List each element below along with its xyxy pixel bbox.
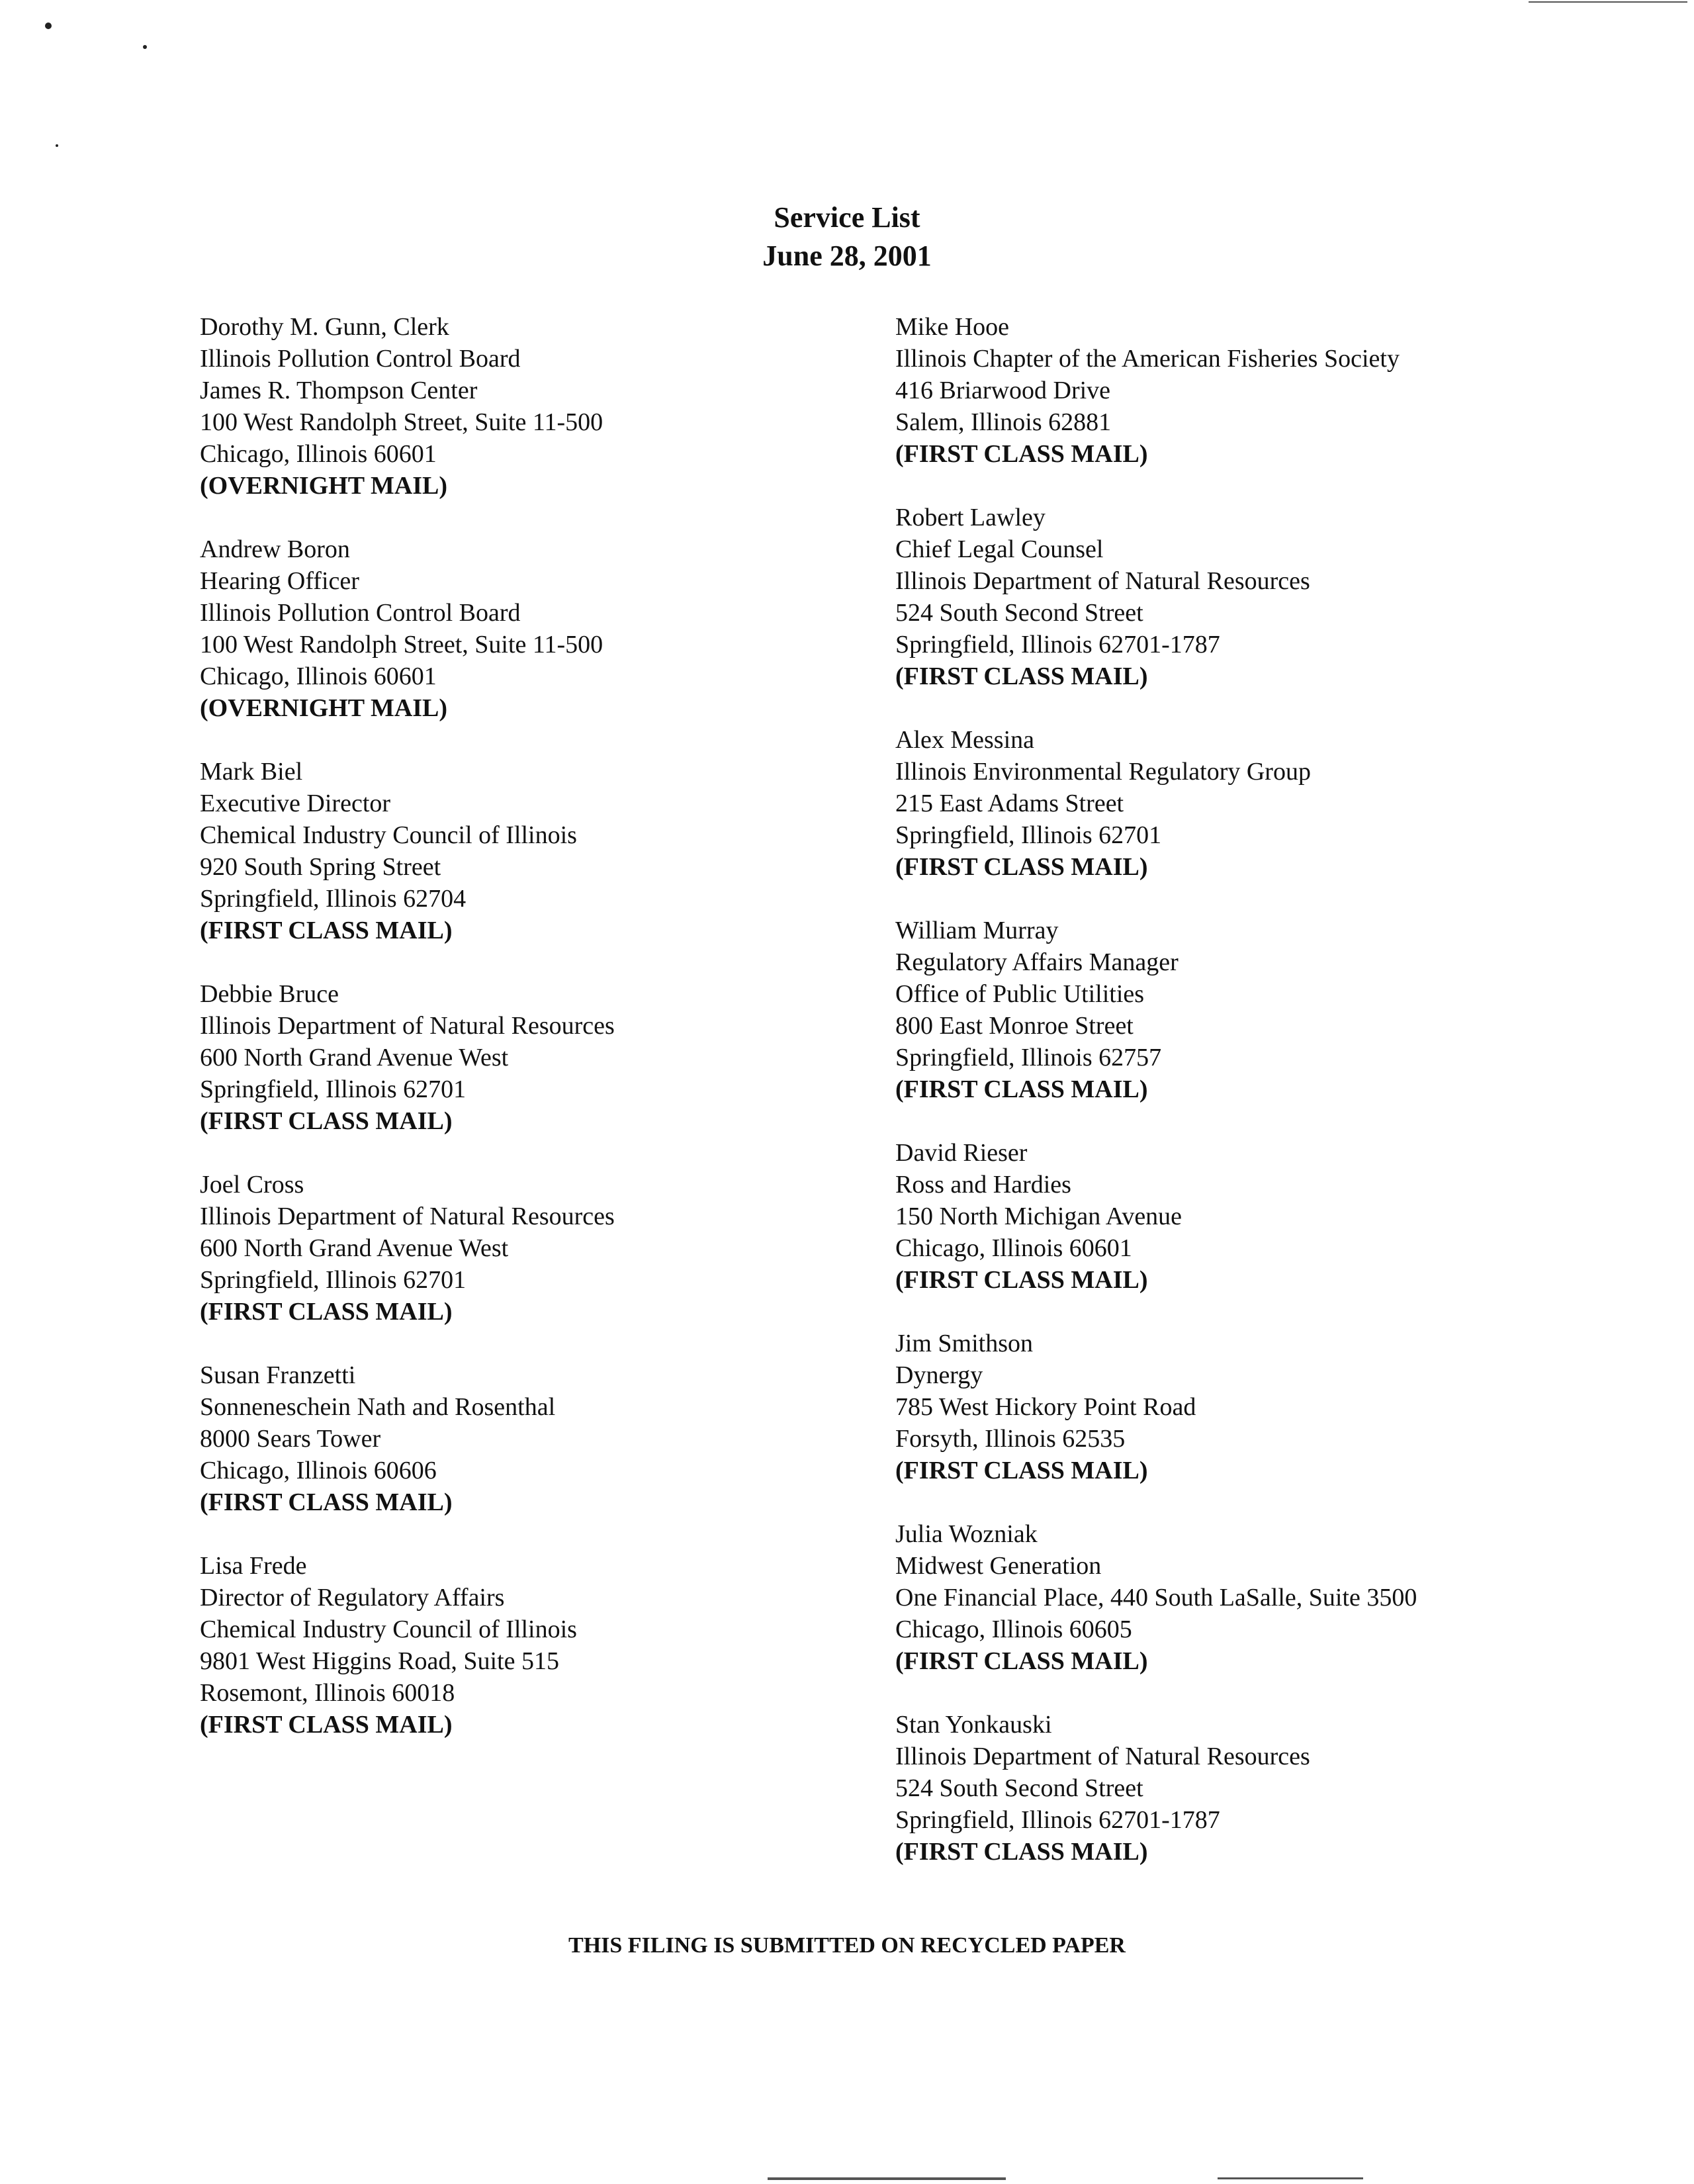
recipient-name: Mike Hooe <box>895 313 1010 341</box>
recipient-name: Mark Biel <box>200 758 303 786</box>
recipient-entry <box>895 1709 1656 1868</box>
recipient-address-line: 215 East Adams Street <box>895 790 1124 817</box>
delivery-method: (FIRST CLASS MAIL) <box>895 1838 1148 1866</box>
delivery-method: (FIRST CLASS MAIL) <box>200 917 453 944</box>
recipient-address-line: Springfield, Illinois 62757 <box>895 1044 1162 1071</box>
recipient-entry <box>895 1137 1656 1296</box>
recipient-address-line: Ross and Hardies <box>895 1171 1071 1199</box>
recipient-address-line: One Financial Place, 440 South LaSalle, Suite 3500 <box>895 1584 1417 1612</box>
recipient-address-line: Rosemont, Illinois 60018 <box>200 1679 455 1707</box>
scan-edge-line <box>768 2177 1006 2180</box>
recipient-address-line: Springfield, Illinois 62701-1787 <box>895 631 1220 659</box>
recipient-address-line: Chicago, Illinois 60601 <box>895 1234 1132 1262</box>
recipient-address-line: Springfield, Illinois 62701 <box>200 1266 467 1294</box>
recipient-address-line: 600 North Grand Avenue West <box>200 1044 509 1071</box>
recipient-address-line: Salem, Illinois 62881 <box>895 408 1112 436</box>
recipient-entry <box>895 502 1656 692</box>
recipient-address-line: Director of Regulatory Affairs <box>200 1584 505 1612</box>
recipient-address-line: 524 South Second Street <box>895 1774 1143 1802</box>
delivery-method: (OVERNIGHT MAIL) <box>200 694 448 722</box>
document-date: June 28, 2001 <box>762 240 932 272</box>
delivery-method: (FIRST CLASS MAIL) <box>895 1457 1148 1484</box>
delivery-method: (FIRST CLASS MAIL) <box>200 1488 453 1516</box>
delivery-method: (FIRST CLASS MAIL) <box>895 1075 1148 1103</box>
recipient-entry <box>200 1169 862 1328</box>
scan-edge-line <box>1529 1 1687 3</box>
recipient-address-line: 416 Briarwood Drive <box>895 377 1111 404</box>
recipient-address-line: 100 West Randolph Street, Suite 11-500 <box>200 631 603 659</box>
recipient-address-line: Office of Public Utilities <box>895 980 1145 1008</box>
recipient-entry <box>895 311 1656 470</box>
scan-speck <box>45 23 52 29</box>
recipient-address-line: Illinois Pollution Control Board <box>200 345 521 373</box>
recipient-name: Susan Franzetti <box>200 1361 356 1389</box>
recipient-address-line: Illinois Environmental Regulatory Group <box>895 758 1311 786</box>
recipient-address-line: Executive Director <box>200 790 391 817</box>
recipient-address-line: Springfield, Illinois 62701 <box>200 1075 467 1103</box>
recipient-address-line: Illinois Chapter of the American Fisheries Society <box>895 345 1400 373</box>
recipient-name: Stan Yonkauski <box>895 1711 1052 1739</box>
recipient-name: Joel Cross <box>200 1171 304 1199</box>
recipient-name: Dorothy M. Gunn, Clerk <box>200 313 449 341</box>
recipient-entry <box>895 1518 1656 1677</box>
recipient-address-line: Illinois Department of Natural Resources <box>200 1203 615 1230</box>
page-title: Service List <box>774 201 920 234</box>
recipient-entry <box>895 1328 1656 1486</box>
recipient-address-line: Illinois Pollution Control Board <box>200 599 521 627</box>
recipient-name: Lisa Frede <box>200 1552 307 1580</box>
recipient-entry <box>895 915 1656 1105</box>
recipient-name: Alex Messina <box>895 726 1035 754</box>
recipient-address-line: Springfield, Illinois 62704 <box>200 885 467 913</box>
recycled-paper-notice: THIS FILING IS SUBMITTED ON RECYCLED PAPER <box>568 1933 1126 1958</box>
recipient-address-line: Sonneneschein Nath and Rosenthal <box>200 1393 556 1421</box>
recipient-address-line: Illinois Department of Natural Resources <box>200 1012 615 1040</box>
recipient-address-line: 600 North Grand Avenue West <box>200 1234 509 1262</box>
delivery-method: (FIRST CLASS MAIL) <box>895 662 1148 690</box>
recipient-address-line: Chemical Industry Council of Illinois <box>200 821 577 849</box>
recipient-address-line: Illinois Department of Natural Resources <box>895 567 1310 595</box>
recipient-name: Julia Wozniak <box>895 1520 1038 1548</box>
delivery-method: (FIRST CLASS MAIL) <box>200 1298 453 1326</box>
service-list-left-column <box>200 311 862 1772</box>
document-header <box>0 199 1694 275</box>
recipient-address-line: 785 West Hickory Point Road <box>895 1393 1196 1421</box>
recipient-address-line: Chicago, Illinois 60601 <box>200 440 437 468</box>
recipient-entry <box>200 756 862 946</box>
recipient-address-line: Springfield, Illinois 62701 <box>895 821 1162 849</box>
scan-speck <box>143 45 147 49</box>
recipient-address-line: 150 North Michigan Avenue <box>895 1203 1182 1230</box>
recipient-address-line: Midwest Generation <box>895 1552 1102 1580</box>
recipient-address-line: Chemical Industry Council of Illinois <box>200 1615 577 1643</box>
recipient-address-line: 524 South Second Street <box>895 599 1143 627</box>
delivery-method: (FIRST CLASS MAIL) <box>200 1107 453 1135</box>
delivery-method: (FIRST CLASS MAIL) <box>200 1711 453 1739</box>
recipient-address-line: 100 West Randolph Street, Suite 11-500 <box>200 408 603 436</box>
recipient-name: Andrew Boron <box>200 535 350 563</box>
recipient-address-line: Forsyth, Illinois 62535 <box>895 1425 1126 1453</box>
scan-edge-line <box>1218 2177 1363 2179</box>
recipient-address-line: 920 South Spring Street <box>200 853 441 881</box>
recipient-entry <box>200 978 862 1137</box>
recipient-address-line: Chief Legal Counsel <box>895 535 1104 563</box>
recipient-entry <box>200 533 862 724</box>
delivery-method: (FIRST CLASS MAIL) <box>895 440 1148 468</box>
delivery-method: (FIRST CLASS MAIL) <box>895 853 1148 881</box>
recipient-name: Jim Smithson <box>895 1330 1033 1357</box>
service-list-right-column <box>895 311 1656 1899</box>
recipient-address-line: Regulatory Affairs Manager <box>895 948 1179 976</box>
scan-speck <box>56 144 58 147</box>
recipient-entry <box>200 1359 862 1518</box>
delivery-method: (OVERNIGHT MAIL) <box>200 472 448 500</box>
recipient-name: David Rieser <box>895 1139 1028 1167</box>
recipient-entry <box>200 311 862 502</box>
delivery-method: (FIRST CLASS MAIL) <box>895 1647 1148 1675</box>
recipient-entry <box>200 1550 862 1741</box>
recipient-name: Debbie Bruce <box>200 980 339 1008</box>
recipient-address-line: James R. Thompson Center <box>200 377 478 404</box>
recipient-address-line: Chicago, Illinois 60605 <box>895 1615 1132 1643</box>
recipient-address-line: Springfield, Illinois 62701-1787 <box>895 1806 1220 1834</box>
recipient-address-line: Chicago, Illinois 60601 <box>200 662 437 690</box>
delivery-method: (FIRST CLASS MAIL) <box>895 1266 1148 1294</box>
recipient-name: Robert Lawley <box>895 504 1046 531</box>
recipient-address-line: Illinois Department of Natural Resources <box>895 1743 1310 1770</box>
recipient-address-line: 800 East Monroe Street <box>895 1012 1134 1040</box>
recipient-address-line: Chicago, Illinois 60606 <box>200 1457 437 1484</box>
recipient-address-line: Dynergy <box>895 1361 983 1389</box>
recipient-address-line: 9801 West Higgins Road, Suite 515 <box>200 1647 560 1675</box>
recipient-entry <box>895 724 1656 883</box>
recipient-address-line: Hearing Officer <box>200 567 359 595</box>
recipient-address-line: 8000 Sears Tower <box>200 1425 381 1453</box>
recipient-name: William Murray <box>895 917 1059 944</box>
